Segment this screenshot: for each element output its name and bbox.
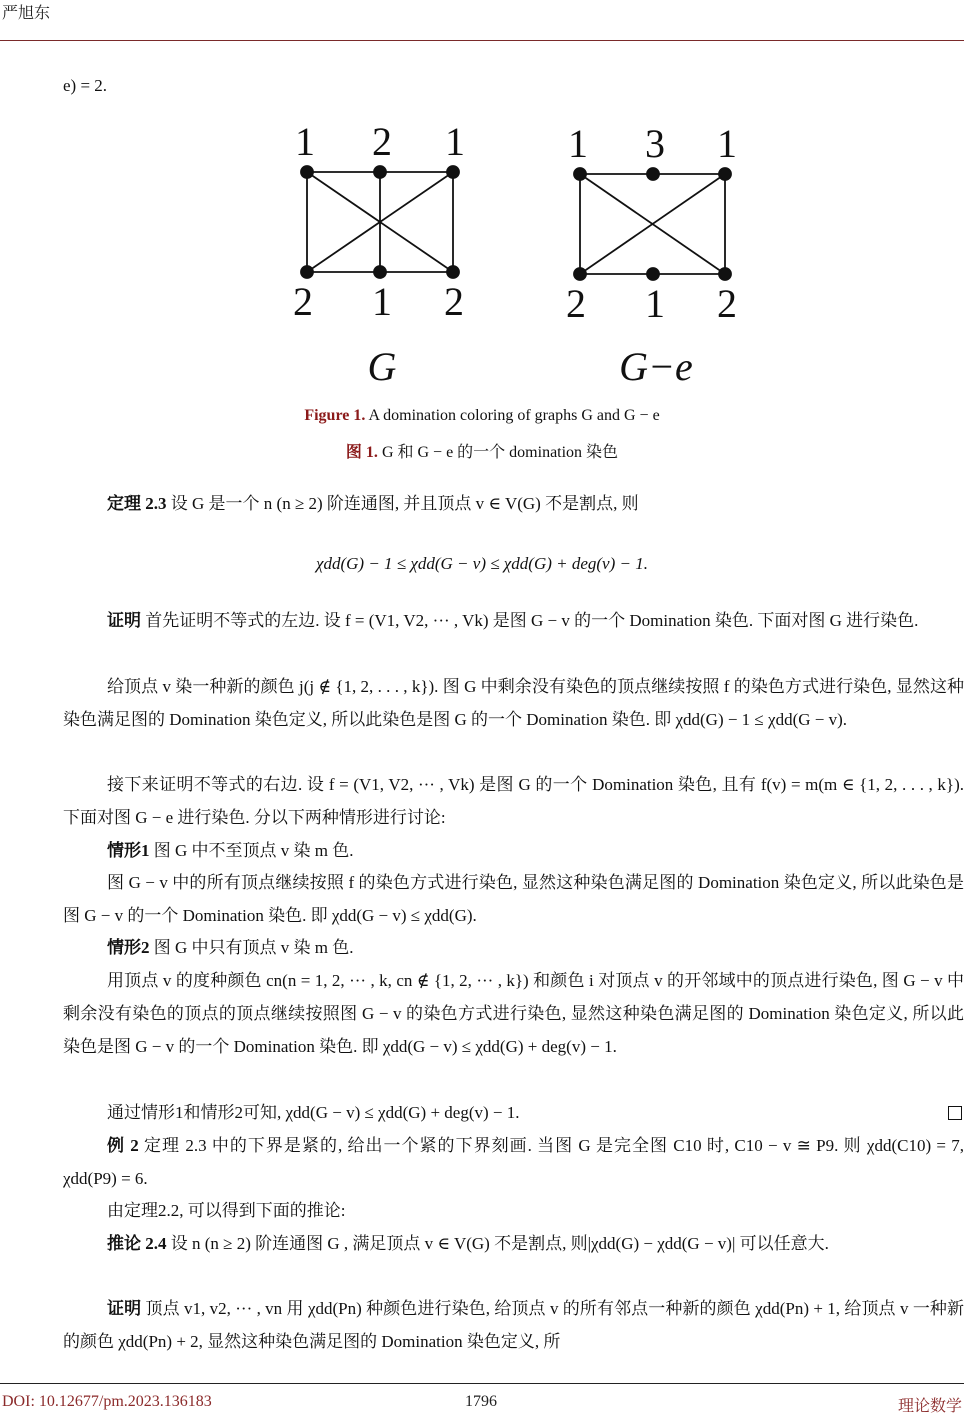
header-rule xyxy=(0,40,964,41)
paragraph: 通过情形1和情形2可知, χdd(G − v) ≤ χdd(G) + deg(v) − 1. xyxy=(107,1103,520,1122)
caption-text: A domination coloring of graphs G and G − e xyxy=(365,407,660,424)
corollary-text: 设 n (n ≥ 2) 阶连通图 G , 满足顶点 v ∈ V(G) 不是割点, 则|χdd(G) − χdd(G − v)| 可以任意大. xyxy=(166,1234,829,1253)
theorem-2-3 xyxy=(63,488,964,521)
corollary-2-4 xyxy=(63,1228,964,1261)
case-2 xyxy=(63,932,964,965)
graph-name-G: G xyxy=(367,344,397,389)
paragraph: 用顶点 v 的度种颜色 cn(n = 1, 2, ··· , k, cn ∉ {1, 2, ··· , k}) 和颜色 i 对顶点 v 的开邻域中的顶点进行染色, 图 G − v 中剩余没有染色的顶点的顶点继续按照图 G − v 的染色方式进行染色, 显然这种染色满足图的 Domination 染色定义, 所以此染色是图 G − v 的一个 Domination 染色. 即 χdd(G − v) ≤ χdd(G) + deg(v) − 1. xyxy=(63,971,964,1056)
figure-label: 图 1. xyxy=(345,444,378,461)
example-2 xyxy=(63,1130,964,1196)
qed-square-icon xyxy=(948,1106,962,1120)
footer-rule xyxy=(0,1383,964,1384)
graph-G xyxy=(301,166,459,278)
case-label: 情形1 xyxy=(107,841,150,860)
footer-doi[interactable]: DOI: 10.12677/pm.2023.136183 xyxy=(2,1393,212,1410)
proof-text: 顶点 v1, v2, ··· , vn 用 χdd(Pn) 种颜色进行染色, 给顶点 v 的所有邻点一种新的颜色 χdd(Pn) + 1, 给顶点 v 一种新的颜色 χdd(Pn) + 2, 显然这种染色满足图的 Domination 染色定义, 所 xyxy=(63,1299,964,1351)
case-text: 图 G 中不至顶点 v 染 m 色. xyxy=(149,841,354,860)
example-text: 定理 2.3 中的下界是紧的, 给出一个紧的下界刻画. 当图 G 是完全图 C10 时, C10 − v ≅ P9. 则 χdd(C10) = 7, χdd(P9) = 6. xyxy=(63,1136,964,1188)
proof-text: 首先证明不等式的左边. 设 f = (V1, V2, ··· , Vk) 是图 G − v 的一个 Domination 染色. 下面对图 G 进行染色. xyxy=(141,611,919,630)
figure-graphs xyxy=(280,110,760,400)
graph-G-minus-e xyxy=(574,168,731,280)
vertex-label: 2 xyxy=(444,279,464,324)
vertex-label: 3 xyxy=(645,121,665,166)
example-label: 例 2 xyxy=(107,1136,139,1155)
display-formula: χdd(G) − 1 ≤ χdd(G − v) ≤ χdd(G) + deg(v) − 1. xyxy=(316,554,648,573)
paragraph: 由定理2.2, 可以得到下面的推论: xyxy=(107,1201,346,1220)
theorem-text: 设 G 是一个 n (n ≥ 2) 阶连通图, 并且顶点 v ∈ V(G) 不是割点, 则 xyxy=(166,494,639,513)
vertex-label: 1 xyxy=(717,121,737,166)
figure-caption-zh xyxy=(0,439,964,462)
vertex-label: 1 xyxy=(372,279,392,324)
vertex-label: 2 xyxy=(293,279,313,324)
vertex-label: 2 xyxy=(372,119,392,164)
vertex-label: 1 xyxy=(445,119,465,164)
figure-label: Figure 1. xyxy=(304,407,366,424)
vertex-label: 1 xyxy=(568,121,588,166)
footer-journal: 理论数学 xyxy=(897,1398,962,1415)
case-label: 情形2 xyxy=(107,938,150,957)
footer-page-number: 1796 xyxy=(465,1393,497,1410)
case-1 xyxy=(63,835,964,868)
corollary-label: 推论 2.4 xyxy=(107,1234,167,1253)
figure-caption-en xyxy=(0,407,964,425)
paragraph: 给顶点 v 染一种新的颜色 j(j ∉ {1, 2, . . . , k}). 图 G 中剩余没有染色的顶点继续按照 f 的染色方式进行染色, 显然这种染色满足图的 Domination 染色定义, 所以此染色是图 G 的一个 Domination 染色. 即 χdd(G) − 1 ≤ χdd(G − v). xyxy=(63,677,964,729)
vertex-label: 1 xyxy=(645,281,665,326)
continued-line: e) = 2. xyxy=(63,76,108,95)
paragraph: 接下来证明不等式的右边. 设 f = (V1, V2, ··· , Vk) 是图 G 的一个 Domination 染色, 且有 f(v) = m(m ∈ {1, 2, . . . , k}). 下面对图 G − e 进行染色. 分以下两种情形进行讨论: xyxy=(63,775,964,827)
theorem-label: 定理 2.3 xyxy=(107,494,167,513)
vertex-label: 2 xyxy=(717,281,737,326)
running-header-author: 严旭东 xyxy=(2,5,51,22)
case-text: 图 G 中只有顶点 v 染 m 色. xyxy=(149,938,354,957)
proof-paragraph xyxy=(63,605,964,638)
vertex-label: 1 xyxy=(295,119,315,164)
caption-text: G 和 G − e 的一个 domination 染色 xyxy=(377,444,619,461)
proof-label: 证明 xyxy=(107,611,141,630)
proof-paragraph xyxy=(63,1293,964,1359)
paragraph: 图 G − v 中的所有顶点继续按照 f 的染色方式进行染色, 显然这种染色满足图的 Domination 染色定义, 所以此染色是图 G − v 的一个 Domination 染色. 即 χdd(G − v) ≤ χdd(G). xyxy=(63,873,964,925)
vertex-label: 2 xyxy=(566,281,586,326)
proof-label: 证明 xyxy=(107,1299,142,1318)
graph-name-G-minus-e: G−e xyxy=(619,344,693,389)
